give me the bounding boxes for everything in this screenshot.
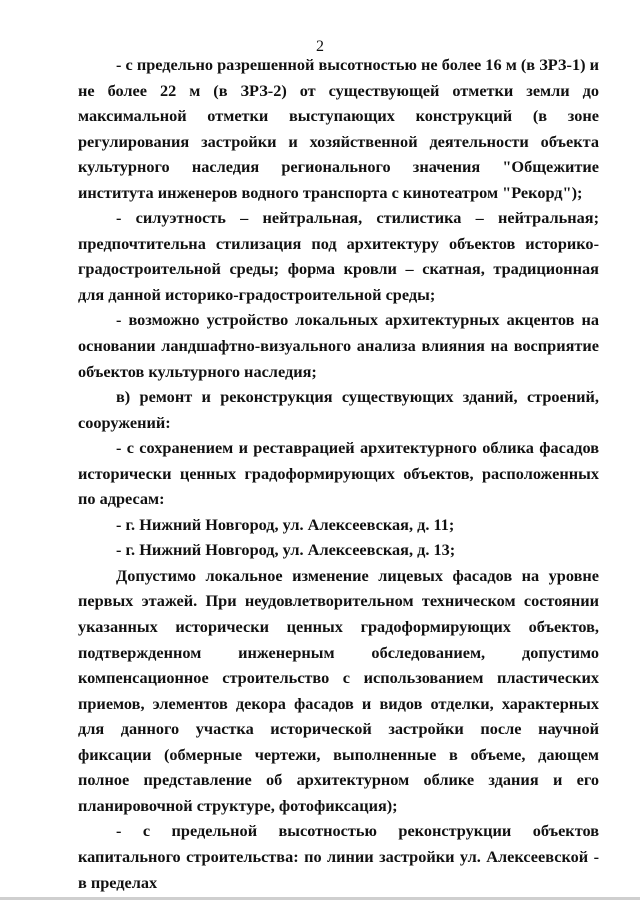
page-number: 2: [316, 38, 324, 55]
paragraph-local-changes: Допустимо локальное изменение лицевых фасадов на уровне первых этажей. При неудовлетворительном техническом состоянии указанных исторически ценных градоформирующих объектов, подтвержденном инженерным обследованием, допустимо компенсационное строительство с использованием пластических приемов, элементов декора фасадов и видов отделки, характерных для данного участка исторической застройки после научной фиксации (обмерные чертежи, выполненные в объеме, дающем полное представление об архитектурном облике здания и его планировочной структуре, фотофиксация);: [78, 565, 599, 815]
paragraph-address-11: - г. Нижний Новгород, ул. Алексеевская, д. 11;: [116, 514, 455, 534]
paragraph-repair-heading: в) ремонт и реконструкция существующих зданий, строений, сооружений:: [78, 387, 599, 432]
page-bottom-edge: [0, 897, 640, 900]
paragraph-facade-preservation: - с сохранением и реставрацией архитектурного облика фасадов исторически ценных градоформирующих объектов, расположенных по адресам:: [78, 438, 599, 509]
document-body: [78, 52, 599, 895]
paragraph-address-13: - г. Нижний Новгород, ул. Алексеевская, д. 13;: [116, 540, 456, 560]
paragraph-reconstruction-height: - с предельной высотностью реконструкции объектов капитального строительства: по линии застройки ул. Алексеевской - в пределах: [78, 821, 599, 892]
paragraph-height-limit: - с предельно разрешенной высотностью не более 16 м (в ЗРЗ-1) и не более 22 м (в ЗРЗ-2) от существующей отметки земли до максимальной отметки выступающих конструкций (в зоне регулирования застройки и хозяйственной деятельности объекта культурного наследия регионального значения "Общежитие института инженеров водного транспорта с кинотеатром "Рекорд");: [78, 55, 599, 202]
paragraph-silhouette: - силуэтность – нейтральная, стилистика – нейтральная; предпочтительна стилизация под архитектуру объектов историко-градостроительной среды; форма кровли – скатная, традиционная для данной историко-градостроительной среды;: [78, 208, 599, 304]
paragraph-accents: - возможно устройство локальных архитектурных акцентов на основании ландшафтно-визуального анализа влияния на восприятие объектов культурного наследия;: [78, 310, 599, 381]
